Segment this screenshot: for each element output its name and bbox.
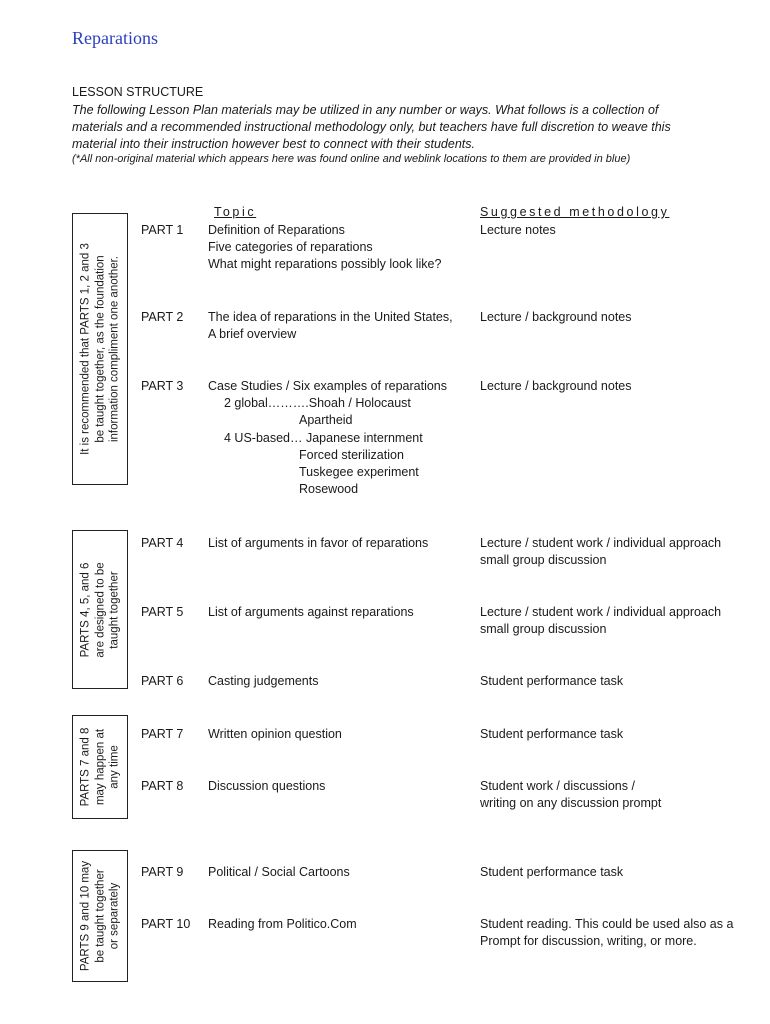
part-label: PART 7	[141, 727, 184, 741]
part-label: PART 2	[141, 310, 184, 324]
side-note-line: or separately	[108, 882, 121, 950]
part-topic	[208, 309, 453, 343]
part-label: PART 5	[141, 605, 184, 619]
topic-line: What might reparations possibly look like?	[208, 257, 442, 272]
part-methodology	[480, 778, 661, 812]
topic-line: Definition of Reparations	[208, 223, 345, 237]
part-methodology	[480, 535, 721, 569]
side-note-line: be taught together	[93, 869, 106, 963]
intro-line: material into their instruction however best to connect with their students.	[72, 137, 475, 151]
source-note: (*All non-original material which appears here was found online and weblink locations to them are provided in blue)	[72, 153, 631, 165]
part-label: PART 9	[141, 865, 184, 879]
topic-column-header: Topic	[214, 205, 257, 219]
part-methodology	[480, 673, 623, 690]
side-note-line: It is recommended that PARTS 1, 2 and 3	[79, 243, 92, 455]
topic-line: Rosewood	[299, 482, 359, 497]
method-line: Lecture notes	[480, 223, 556, 237]
part-topic	[208, 378, 447, 498]
topic-line: List of arguments in favor of reparations	[208, 536, 429, 550]
method-line: Lecture / background notes	[480, 379, 632, 393]
intro-line: The following Lesson Plan materials may be utilized in any number or ways. What follows is a collection of	[72, 103, 659, 117]
part-label: PART 4	[141, 536, 184, 550]
part-topic	[208, 673, 318, 690]
method-line: Student reading. This could be used also as a	[480, 917, 734, 931]
part-label: PART 10	[141, 917, 191, 931]
method-line: Student performance task	[480, 865, 624, 879]
topic-line: Forced sterilization	[299, 447, 404, 462]
part-label: PART 8	[141, 779, 184, 793]
topic-line: Apartheid	[299, 413, 353, 428]
part-topic	[208, 864, 350, 881]
part-methodology	[480, 916, 733, 950]
side-note-parts-7-8	[72, 715, 128, 819]
topic-line: List of arguments against reparations	[208, 605, 414, 619]
method-line: writing on any discussion prompt	[480, 796, 662, 811]
method-line: Student performance task	[480, 674, 624, 688]
part-topic	[208, 778, 325, 795]
topic-line: A brief overview	[208, 327, 297, 342]
side-note-parts-1-3	[72, 213, 128, 485]
method-line: small group discussion	[480, 622, 607, 637]
part-methodology	[480, 604, 721, 638]
page-title: Reparations	[72, 28, 158, 48]
topic-line: The idea of reparations in the United States,	[208, 310, 453, 324]
side-note-line: be taught together, as the foundation	[93, 255, 106, 443]
topic-line: 2 global……….Shoah / Holocaust	[224, 396, 411, 411]
lesson-structure-heading: LESSON STRUCTURE	[72, 85, 204, 99]
side-note-line: PARTS 4, 5, and 6	[79, 562, 92, 657]
topic-line: Tuskegee experiment	[299, 465, 419, 480]
side-note-line: may happen at	[93, 728, 106, 806]
intro-line: materials and a recommended instructional methodology only, but teachers have full discretion to weave this	[72, 120, 671, 134]
topic-line: Political / Social Cartoons	[208, 865, 350, 879]
part-topic	[208, 916, 357, 933]
method-line: Student work / discussions /	[480, 779, 635, 793]
part-methodology	[480, 222, 556, 239]
methodology-column-header: Suggested methodology	[480, 205, 670, 219]
part-methodology	[480, 864, 623, 881]
topic-line: Discussion questions	[208, 779, 326, 793]
side-note-parts-9-10	[72, 850, 128, 982]
topic-line: Reading from Politico.Com	[208, 917, 357, 931]
side-note-parts-4-6	[72, 530, 128, 689]
side-note-line: any time	[108, 745, 121, 789]
side-note-line: PARTS 9 and 10 may	[79, 860, 92, 972]
topic-line: 4 US-based… Japanese internment	[224, 430, 423, 445]
side-note-line: taught together	[108, 570, 121, 649]
part-topic	[208, 222, 441, 274]
topic-line: Five categories of reparations	[208, 240, 373, 255]
part-methodology	[480, 378, 632, 395]
topic-line: Written opinion question	[208, 727, 342, 741]
side-note-line: PARTS 7 and 8	[79, 727, 92, 807]
intro-paragraph	[72, 102, 712, 153]
part-label: PART 1	[141, 223, 184, 237]
part-topic	[208, 726, 342, 743]
part-methodology	[480, 726, 623, 743]
method-line: Student performance task	[480, 727, 624, 741]
method-line: small group discussion	[480, 553, 607, 568]
topic-line: Casting judgements	[208, 674, 319, 688]
method-line: Prompt for discussion, writing, or more.	[480, 934, 697, 949]
part-topic	[208, 604, 414, 621]
topic-line: Case Studies / Six examples of reparations	[208, 379, 448, 393]
side-note-line: are designed to be	[93, 561, 106, 658]
part-topic	[208, 535, 428, 552]
part-label: PART 6	[141, 674, 184, 688]
method-line: Lecture / background notes	[480, 310, 632, 324]
part-label: PART 3	[141, 379, 184, 393]
method-line: Lecture / student work / individual approach	[480, 536, 722, 550]
method-line: Lecture / student work / individual approach	[480, 605, 722, 619]
part-methodology	[480, 309, 632, 326]
side-note-line: information compliment one another.	[108, 255, 121, 443]
